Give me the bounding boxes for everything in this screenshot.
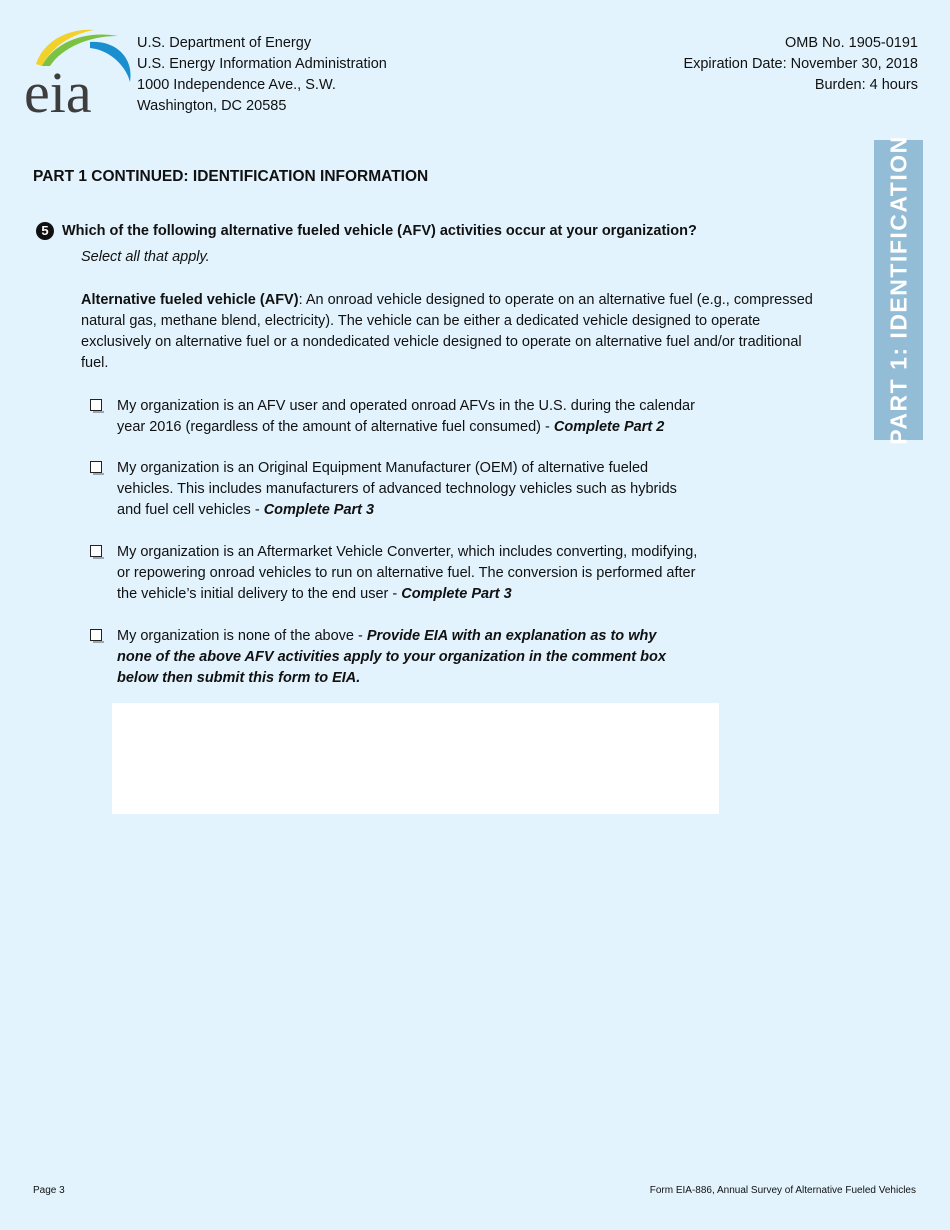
logo-swoosh-blue xyxy=(90,42,131,82)
option-action: Complete Part 3 xyxy=(401,586,512,602)
omb-number: OMB No. 1905-0191 xyxy=(785,35,918,51)
option-checkbox[interactable] xyxy=(90,461,102,473)
option-checkbox[interactable] xyxy=(90,545,102,557)
option-checkbox[interactable] xyxy=(90,399,102,411)
comment-box[interactable] xyxy=(112,703,719,814)
question-number-badge: 5 xyxy=(36,222,54,240)
option-label xyxy=(117,396,717,438)
question-text: Which of the following alternative fueled vehicle (AFV) activities occur at your organization? xyxy=(62,223,697,239)
omb-info xyxy=(683,33,918,96)
definition-text: : An onroad vehicle designed to operate on an alternative fuel (e.g., compressed natural gas, methane blend, electricity). The vehicle can be either a dedicated vehicle designed to operate exclusively on alternative fuel or a nondedicated vehicle designed to operate on alternative fuel and/or traditional fuel. xyxy=(81,292,813,371)
agency-address xyxy=(137,33,387,117)
option-action: Complete Part 2 xyxy=(553,419,665,435)
expiration-date: Expiration Date: November 30, 2018 xyxy=(683,56,918,72)
eia-logo xyxy=(22,26,136,118)
side-tab-label: PART 1: IDENTIFICATION xyxy=(885,135,911,445)
option-description: My organization is an Aftermarket Vehicle Converter, which includes converting, modifying, or repowering onroad vehicles to run on alternative fuel. The conversion is performed after the vehicle’s initial delivery to the end user - xyxy=(117,544,698,602)
logo-text: eia xyxy=(24,60,92,118)
option-label xyxy=(117,542,707,605)
part-side-tab xyxy=(874,135,923,445)
option-description: My organization is an Original Equipment Manufacturer (OEM) of alternative fueled vehicles. This includes manufacturers of advanced technology vehicles such as hybrids and fuel cell vehicles - xyxy=(117,460,677,518)
form-title-footer: Form EIA-886, Annual Survey of Alternative Fueled Vehicles xyxy=(649,1185,916,1196)
option-label xyxy=(117,458,697,521)
option-checkbox[interactable] xyxy=(90,629,102,641)
section-title: PART 1 CONTINUED: IDENTIFICATION INFORMATION xyxy=(33,168,429,185)
page-number: Page 3 xyxy=(33,1185,65,1196)
agency-line: Washington, DC 20585 xyxy=(137,98,287,114)
option-action: Provide EIA with an explanation as to why none of the above AFV activities apply to your organization in the comment box below then submit this form to EIA. xyxy=(117,628,666,686)
agency-line: U.S. Department of Energy xyxy=(137,35,312,51)
option-label xyxy=(117,626,692,689)
burden: Burden: 4 hours xyxy=(814,77,918,93)
agency-line: 1000 Independence Ave., S.W. xyxy=(137,77,336,93)
agency-line: U.S. Energy Information Administration xyxy=(137,56,387,72)
afv-definition xyxy=(81,290,821,374)
question-instruction: Select all that apply. xyxy=(81,249,210,265)
option-description: My organization is an AFV user and operated onroad AFVs in the U.S. during the calendar year 2016 (regardless of the amount of alternative fuel consumed) - xyxy=(117,398,695,435)
definition-term: Alternative fueled vehicle (AFV) xyxy=(81,292,299,308)
option-action: Complete Part 3 xyxy=(263,502,375,518)
option-description: My organization is none of the above - xyxy=(117,628,367,644)
